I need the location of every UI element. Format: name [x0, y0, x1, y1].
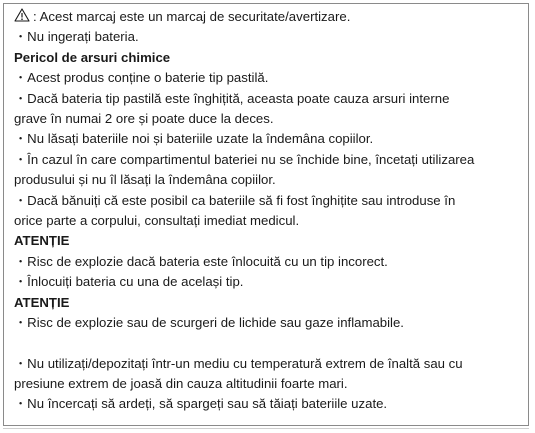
text-line: ・În cazul în care compartimentul bateriei nu se închide bine, încetați utilizarea: [14, 151, 475, 167]
text-line: grave în numai 2 ore și poate duce la deces.: [14, 111, 274, 127]
warning-mark-text: : Acest marcaj este un marcaj de securitate/avertizare.: [33, 9, 351, 24]
section-heading: ATENȚIE: [14, 233, 70, 249]
text-line: ・Înlocuiți bateria cu una de același tip.: [14, 274, 244, 290]
text-line: ・Dacă bateria tip pastilă este înghițită, aceasta poate cauza arsuri interne: [14, 90, 450, 106]
warning-lines: [14, 27, 522, 414]
section-heading: ATENȚIE: [14, 294, 70, 310]
text-line: produsului și nu îl lăsați la îndemâna copiilor.: [14, 172, 276, 188]
warning-triangle-icon: [14, 8, 30, 22]
safety-warning-box: [3, 3, 529, 426]
text-line: ・Nu încercați să ardeți, să spargeți sau să tăiați bateriile uzate.: [14, 396, 388, 412]
blank-line: [14, 334, 522, 354]
text-line: ・Risc de explozie sau de scurgeri de lichide sau gaze inflamabile.: [14, 315, 404, 331]
text-line: presiune extrem de joasă din cauza altitudinii foarte mari.: [14, 375, 348, 391]
text-line: ・Risc de explozie dacă bateria este înlocuită cu un tip incorect.: [14, 253, 388, 269]
divider: [3, 428, 529, 429]
text-line: ・Dacă bănuiți că este posibil ca bateriile să fi fost înghițite sau introduse în: [14, 192, 456, 208]
text-line: ・Nu ingerați bateria.: [14, 29, 139, 45]
text-line: orice parte a corpului, consultați imediat medicul.: [14, 213, 300, 229]
section-heading: Pericol de arsuri chimice: [14, 49, 171, 65]
text-line: ・Nu utilizați/depozitați într-un mediu cu temperatură extrem de înaltă sau cu: [14, 355, 463, 371]
warning-mark-line: [14, 7, 522, 27]
text-line: ・Nu lăsați bateriile noi și bateriile uzate la îndemâna copiilor.: [14, 131, 374, 147]
text-line: ・Acest produs conține o baterie tip pastilă.: [14, 70, 269, 86]
